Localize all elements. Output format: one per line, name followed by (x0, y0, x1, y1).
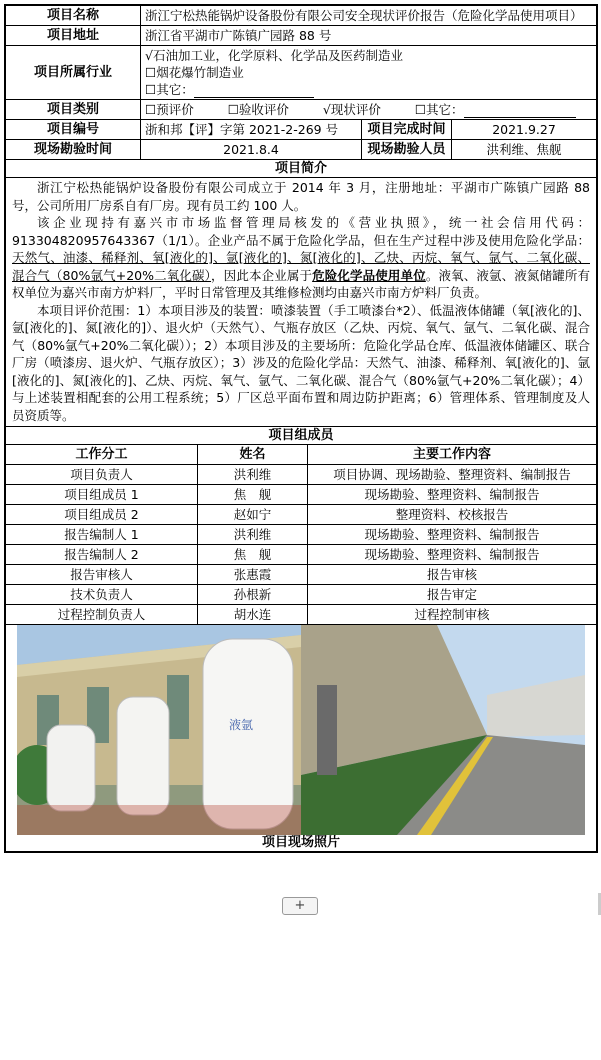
project-name-value: 浙江宁松热能锅炉设备股份有限公司安全现状评价报告（危险化学品使用项目） (141, 6, 597, 26)
intro-p2-mid: ，因此本企业属于 (211, 267, 313, 283)
expand-button[interactable]: + (282, 897, 318, 915)
team-row-work: 现场勘验、整理资料、编制报告 (308, 525, 597, 545)
industry-option-fireworks: ☐烟花爆竹制造业 (145, 65, 244, 80)
project-name-label: 项目名称 (6, 6, 141, 26)
team-row-work: 项目协调、现场勘验、整理资料、编制报告 (308, 465, 597, 485)
photo-row (6, 625, 597, 852)
team-row (6, 505, 597, 525)
team-row (6, 465, 597, 485)
survey-time-value: 2021.8.4 (141, 140, 362, 160)
project-address-label: 项目地址 (6, 26, 141, 46)
category-option-acceptance: ☐验收评价 (227, 102, 289, 117)
team-row-work: 现场勘验、整理资料、编制报告 (308, 485, 597, 505)
industry-option-chemical: √石油加工业，化学原料、化学品及医药制造业 (145, 48, 403, 63)
team-row-name: 洪利维 (198, 525, 308, 545)
team-row-work: 过程控制审核 (308, 605, 597, 625)
project-number-row (6, 120, 597, 140)
project-address-row (6, 26, 597, 46)
industry-option-other (145, 81, 592, 98)
team-row-name: 焦 舰 (198, 485, 308, 505)
team-row-name: 胡水连 (198, 605, 308, 625)
site-photo-tanks (17, 625, 585, 835)
project-number-value: 浙和邦【评】字第 2021-2-269 号 (141, 120, 362, 140)
team-row (6, 605, 597, 625)
project-industry-row (6, 46, 597, 100)
industry-other-blank (194, 97, 314, 98)
intro-title-row (6, 160, 597, 178)
project-category-label: 项目类别 (6, 100, 141, 120)
project-industry-options (141, 46, 597, 100)
intro-body-row (6, 178, 597, 427)
team-row (6, 565, 597, 585)
intro-p2-chemicals: 天然气、油漆、稀释剂、氧[液化的]、氩[液化的]、氮[液化的]、乙炔、丙烷、氧气、氩气、二氧化碳、混合气（80%氩气+20%二氧化碳） (12, 250, 590, 283)
team-row-role: 报告编制人 2 (6, 545, 198, 565)
team-row-role: 项目组成员 2 (6, 505, 198, 525)
team-row (6, 485, 597, 505)
team-row-name: 洪利维 (198, 465, 308, 485)
survey-staff-label: 现场勘验人员 (362, 140, 452, 160)
completion-time-value: 2021.9.27 (452, 120, 597, 140)
team-table (5, 445, 597, 852)
team-header-role: 工作分工 (6, 445, 198, 465)
team-row-role: 报告审核人 (6, 565, 198, 585)
category-option-current: √现状评价 (322, 102, 381, 117)
team-header-row (6, 445, 597, 465)
intro-p2-tail: 。液氧、液氩、液氮储罐所有权单位为嘉兴市南方炉料厂，平时日常管理及其维修检测均由嘉兴市南方炉料厂负责。 (12, 267, 590, 300)
project-category-options (141, 100, 597, 120)
team-row (6, 585, 597, 605)
project-industry-label: 项目所属行业 (6, 46, 141, 100)
team-title: 项目组成员 (6, 427, 597, 445)
project-info-table (5, 5, 597, 445)
team-row-role: 项目负责人 (6, 465, 198, 485)
team-title-row (6, 427, 597, 445)
team-row-name: 赵如宁 (198, 505, 308, 525)
team-row-work: 报告审定 (308, 585, 597, 605)
team-row-work: 现场勘验、整理资料、编制报告 (308, 545, 597, 565)
completion-time-label: 项目完成时间 (362, 120, 452, 140)
industry-option-other-label: ☐其它： (145, 82, 194, 97)
photo-cell (6, 625, 597, 852)
team-row-name: 孙根新 (198, 585, 308, 605)
project-address-value: 浙江省平湖市广陈镇广园路 88 号 (141, 26, 597, 46)
survey-staff-value: 洪利维、焦舰 (452, 140, 597, 160)
photo-caption: 项目现场照片 (261, 835, 340, 850)
intro-p2-lead: 该企业现持有嘉兴市市场监督管理局核发的《营业执照》，统一社会信用代码：913304820957643367（1/1）。企业产品不属于危险化学品，但在生产过程中涉及使用危险化学品： (12, 215, 590, 248)
project-category-row (6, 100, 597, 120)
project-name-row (6, 6, 597, 26)
intro-body (6, 178, 597, 427)
tank-label: 液氩 (229, 718, 254, 732)
team-row-role: 技术负责人 (6, 585, 198, 605)
team-row-role: 过程控制负责人 (6, 605, 198, 625)
team-row (6, 525, 597, 545)
team-row-role: 报告编制人 1 (6, 525, 198, 545)
intro-paragraph-2 (12, 214, 590, 302)
intro-p2-unit-type: 危险化学品使用单位 (312, 267, 426, 283)
team-header-work: 主要工作内容 (308, 445, 597, 465)
project-number-label: 项目编号 (6, 120, 141, 140)
team-row-work: 整理资料、校核报告 (308, 505, 597, 525)
survey-time-label: 现场勘验时间 (6, 140, 141, 160)
intro-paragraph-3: 本项目评价范围：1）本项目涉及的装置：喷漆装置（手工喷漆台*2）、低温液体储罐（氧[液化的]、氩[液化的]、氮[液化的]）、退火炉（天然气）、气瓶存放区（乙炔、丙烷、氧气、氩气、二氧化碳、混合气（80%氩气+20%二氧化碳））；2）本项目涉及的主要场所：危险化学品仓库、低温液体储罐区、联合厂房（喷漆房、退火炉、气瓶存放区）；3）涉及的危险化学品：天然气、油漆、稀释剂、氧[液化的]、氩[液化的]、氮[液化的]、乙炔、丙烷、氧气、氩气、二氧化碳、混合气（80%氩气+20%二氧化碳）；4）与上述装置相配套的公用工程系统；5）厂区总平面布置和周边防护距离；6）管理体系、管理制度及人员资质等。 (12, 302, 590, 423)
team-row (6, 545, 597, 565)
site-photos (17, 625, 585, 835)
survey-row (6, 140, 597, 160)
team-row-name: 张惠霞 (198, 565, 308, 585)
category-option-pre: ☐预评价 (145, 102, 194, 117)
category-option-other: ☐其它： (414, 102, 464, 117)
team-row-name: 焦 舰 (198, 545, 308, 565)
intro-title: 项目简介 (6, 160, 597, 178)
report-summary-sheet (4, 4, 598, 853)
intro-paragraph-1: 浙江宁松热能锅炉设备股份有限公司成立于 2014 年 3 月，注册地址：平湖市广陈镇广园路 88 号，公司所用厂房系自有厂房。现有员工约 100 人。 (12, 180, 590, 213)
team-row-work: 报告审核 (308, 565, 597, 585)
category-other-blank (464, 117, 576, 118)
team-header-name: 姓名 (198, 445, 308, 465)
team-row-role: 项目组成员 1 (6, 485, 198, 505)
